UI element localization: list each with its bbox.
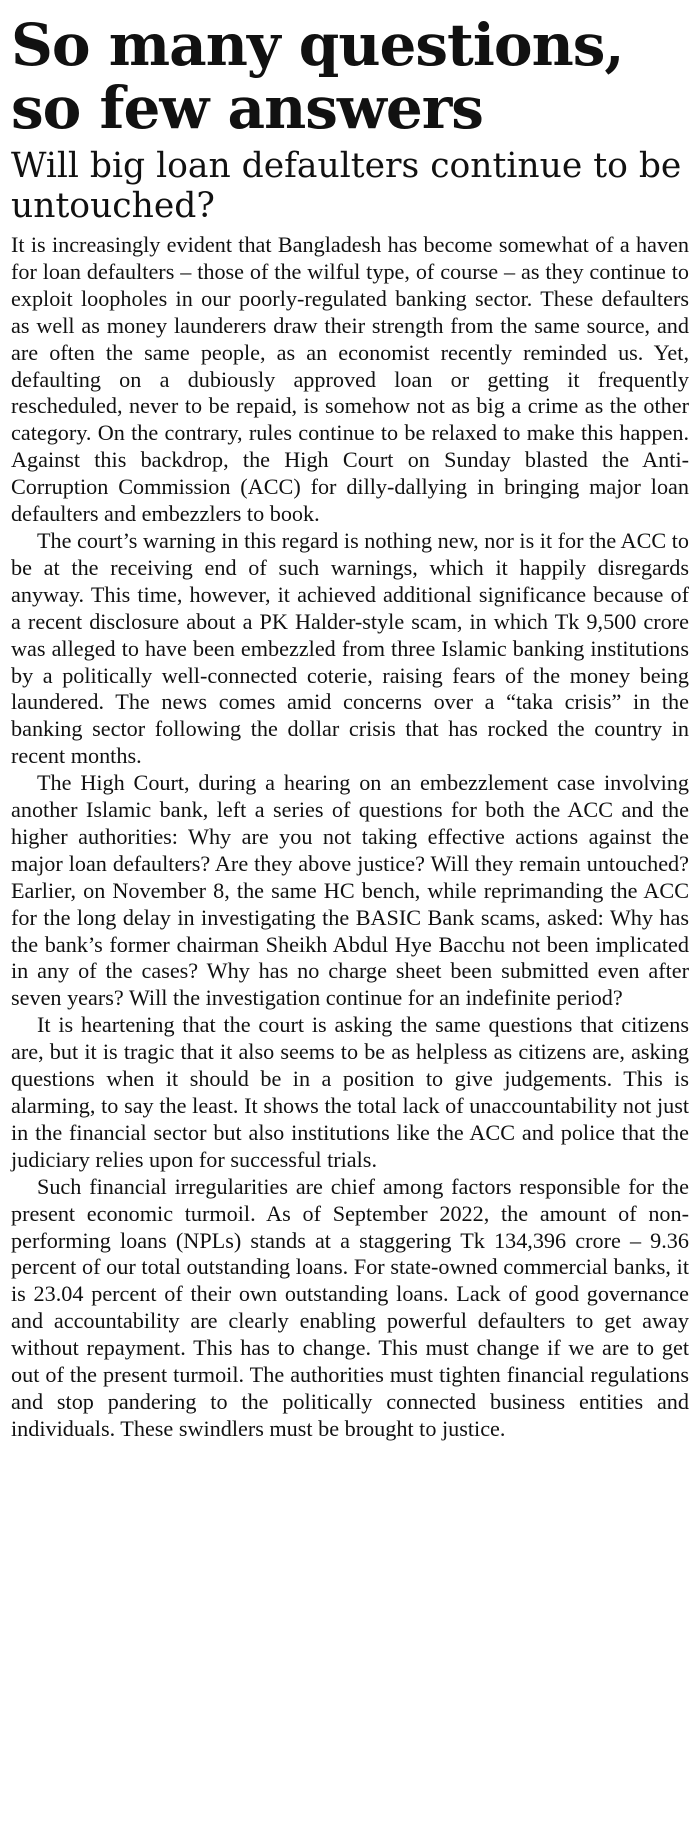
paragraph-1: It is increasingly evident that Bangladesh has become somewhat of a haven for loan defaulters – those of the wilful type, of course – as they continue to exploit loopholes in our poorly-regulated banking sector. These defaulters as well as money launderers draw their strength from the same source, and are often the same people, as an economist recently reminded us. Yet, defaulting on a dubiously approved loan or getting it frequently rescheduled, never to be repaid, is somehow not as big a crime as the other category. On the contrary, rules continue to be relaxed to make this happen. Against this backdrop, the High Court on Sunday blasted the Anti-Corruption Commission (ACC) for dilly-dallying in bringing major loan defaulters and embezzlers to book. [11, 232, 689, 527]
paragraph-5: Such financial irregularities are chief among factors responsible for the present economic turmoil. As of September 2022, the amount of non-performing loans (NPLs) stands at a staggering Tk 134,396 crore – 9.36 percent of our total outstanding loans. For state-owned commercial banks, it is 23.04 percent of their own outstanding loans. Lack of good governance and accountability are clearly enabling powerful defaulters to get away without repayment. This has to change. This must change if we are to get out of the present turmoil. The authorities must tighten financial regulations and stop pandering to the politically connected business entities and individuals. These swindlers must be brought to justice. [11, 1173, 689, 1441]
paragraph-2: The court’s warning in this regard is nothing new, nor is it for the ACC to be at the receiving end of such warnings, which it happily disregards anyway. This time, however, it achieved additional significance because of a recent disclosure about a PK Halder-style scam, in which Tk 9,500 crore was alleged to have been embezzled from three Islamic banking institutions by a politically well-connected coterie, raising fears of the money being laundered. The news comes amid concerns over a “taka crisis” in the banking sector following the dollar crisis that has rocked the country in recent months. [11, 527, 689, 769]
article-body [11, 232, 689, 1443]
headline: So many questions, so few answers [11, 11, 624, 142]
subheadline: Will big loan defaulters continue to be untouched? [11, 146, 682, 226]
paragraph-4: It is heartening that the court is asking the same questions that citizens are, but it is tragic that it also seems to be as helpless as citizens are, asking questions when it should be in a position to give judgements. This is alarming, to say the least. It shows the total lack of unaccountability not just in the financial sector but also institutions like the ACC and police that the judiciary relies upon for successful trials. [11, 1012, 689, 1172]
editorial-article [11, 11, 689, 1443]
paragraph-3: The High Court, during a hearing on an embezzlement case involving another Islamic bank, left a series of questions for both the ACC and the higher authorities: Why are you not taking effective actions against the major loan defaulters? Are they above justice? Will they remain untouched? Earlier, on November 8, the same HC bench, while reprimanding the ACC for the long delay in investigating the BASIC Bank scams, asked: Why has the bank’s former chairman Sheikh Abdul Hye Bacchu not been implicated in any of the cases? Why has no charge sheet been submitted even after seven years? Will the investigation continue for an indefinite period? [11, 770, 689, 1011]
